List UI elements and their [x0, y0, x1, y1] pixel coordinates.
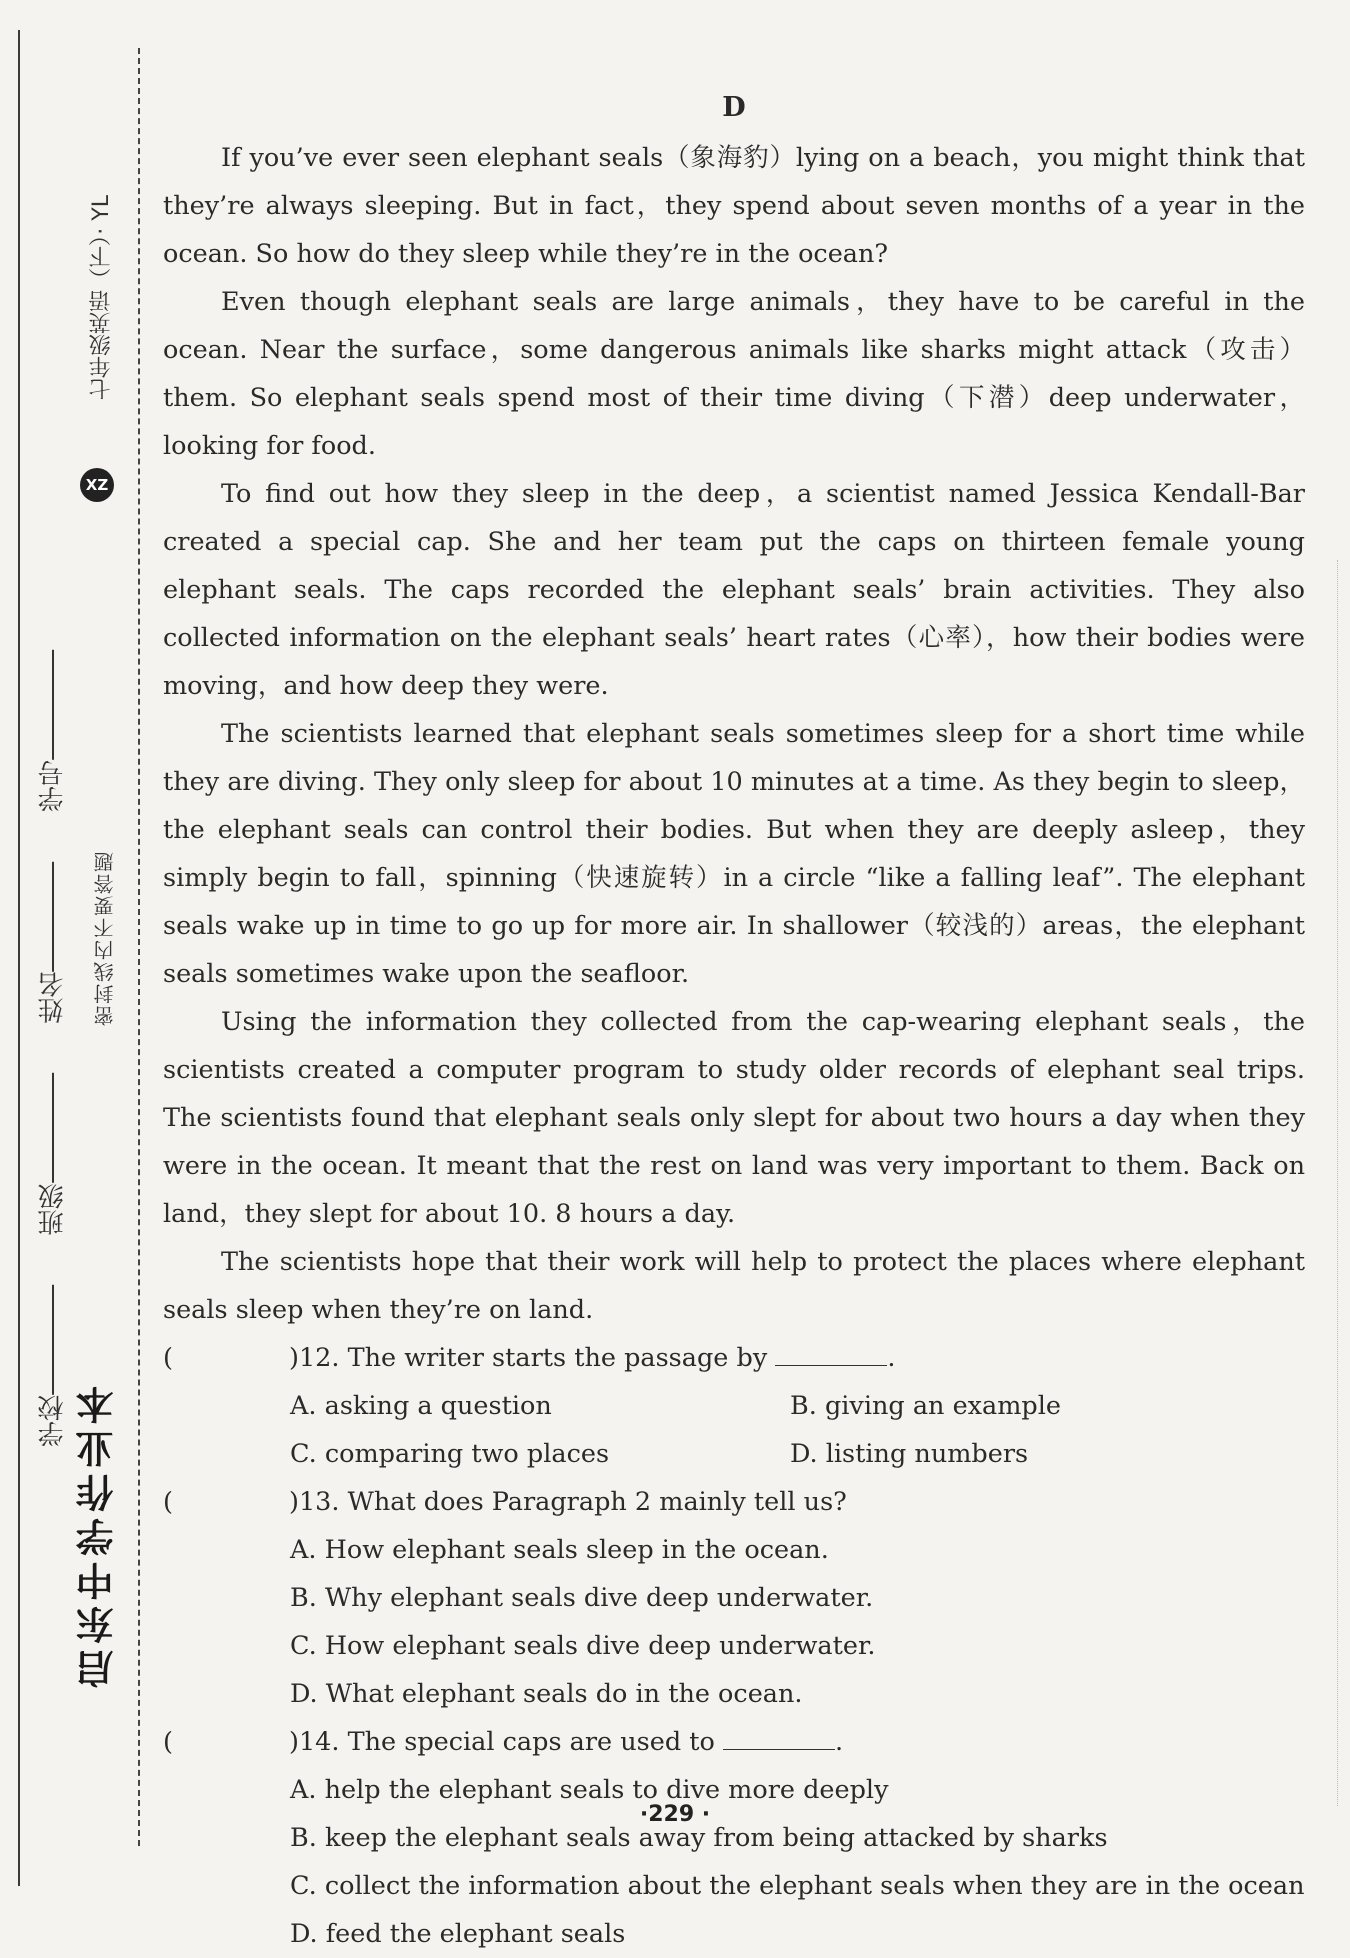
question-text: )14. The special caps are used to [289, 1727, 723, 1757]
fill-blank [723, 1723, 835, 1750]
answer-option: C. How elephant seals dive deep underwater. [290, 1631, 876, 1661]
class-label: 班级 [38, 1183, 68, 1236]
option-list [163, 1382, 1305, 1478]
page-edge [18, 30, 20, 1886]
question-text: )13. What does Paragraph 2 mainly tell us? [289, 1487, 847, 1517]
page-number: ·229 · [639, 1802, 711, 1827]
answer-option: C. comparing two places [290, 1439, 610, 1469]
id-blank[interactable] [52, 650, 54, 760]
option-list [163, 1766, 1305, 1958]
paragraph: Using the information they collected from the cap-wearing elephant seals，the scientists created a computer program to study older records of elephant seal trips. The scientists found that elephant seals only slept for about two hours a day when they were in the ocean. It meant that the rest on land was very important to them. Back on land，they slept for about 10. 8 hours a day. [163, 1007, 1305, 1229]
reading-passage [163, 84, 1305, 1958]
course-label: 七年级英语（下）· YL [89, 195, 114, 400]
book-title: 启东中学作业本 [76, 1380, 120, 1688]
answer-option: C. collect the information about the elephant seals when they are in the ocean [290, 1871, 1305, 1901]
answer-option: A. help the elephant seals to dive more deeply [290, 1775, 889, 1805]
answer-paren[interactable]: ( [163, 1487, 173, 1517]
paragraph: The scientists hope that their work will help to protect the places where elephant seals sleep when they’re on land. [163, 1247, 1305, 1325]
option-list [163, 1526, 1305, 1718]
paragraph: If you’ve ever seen elephant seals（象海豹）lying on a beach，you might think that they’re always sleeping. But in fact，they spend about seven months of a year in the ocean. So how do they sleep while they’re in the ocean? [163, 143, 1305, 269]
name-blank[interactable] [52, 862, 54, 972]
school-label: 学校 [38, 1394, 68, 1447]
seal-cut-line [138, 48, 140, 1846]
name-label: 姓名 [38, 971, 68, 1024]
question-stem [163, 1718, 1305, 1766]
answer-option: B. giving an example [790, 1391, 1061, 1421]
paragraph: Even though elephant seals are large animals，they have to be careful in the ocean. Near the surface，some dangerous animals like sharks might attack（攻击）them. So elephant seals spend most of their time diving（下潜）deep underwater，looking for food. [163, 287, 1305, 461]
answer-option: B. Why elephant seals dive deep underwater. [290, 1583, 874, 1613]
seal-notice: 密封线内不要答题 [93, 850, 117, 1026]
class-blank[interactable] [52, 1073, 54, 1183]
fill-blank [775, 1339, 887, 1366]
paragraph: To find out how they sleep in the deep，a scientist named Jessica Kendall-Bar created a special cap. She and her team put the caps on thirteen female young elephant seals. The caps recorded the elephant seals’ brain activities. They also collected information on the elephant seals’ heart rates（心率），how their bodies were moving，and how deep they were. [163, 479, 1305, 701]
question-list [163, 1334, 1305, 1958]
answer-option: A. How elephant seals sleep in the ocean. [290, 1535, 829, 1565]
answer-option: A. asking a question [290, 1391, 552, 1421]
question-stem [163, 1334, 1305, 1382]
question-text-end: . [834, 1727, 844, 1757]
answer-option: D. What elephant seals do in the ocean. [290, 1679, 803, 1709]
answer-option: B. keep the elephant seals away from being attacked by sharks [290, 1823, 1108, 1853]
answer-paren[interactable]: ( [163, 1343, 173, 1373]
publisher-badge-icon: XZ [80, 468, 114, 502]
section-title: D [722, 92, 746, 123]
answer-option: D. feed the elephant seals [290, 1919, 626, 1949]
answer-option: D. listing numbers [790, 1439, 1029, 1469]
paragraph: The scientists learned that elephant seals sometimes sleep for a short time while they are diving. They only sleep for about 10 minutes at a time. As they begin to sleep，the elephant seals can control their bodies. But when they are deeply asleep，they simply begin to fall，spinning（快速旋转）in a circle “like a falling leaf”. The elephant seals wake up in time to go up for more air. In shallower（较浅的）areas，the elephant seals sometimes wake upon the seafloor. [163, 719, 1305, 989]
student-info-fields [40, 650, 66, 1447]
question-text-end: . [887, 1343, 896, 1373]
question-text: )12. The writer starts the passage by [289, 1343, 776, 1373]
school-blank[interactable] [52, 1285, 54, 1395]
page-edge-right [1337, 560, 1348, 1806]
question-stem [163, 1478, 1305, 1526]
answer-paren[interactable]: ( [163, 1727, 173, 1757]
id-label: 学号 [38, 760, 68, 812]
